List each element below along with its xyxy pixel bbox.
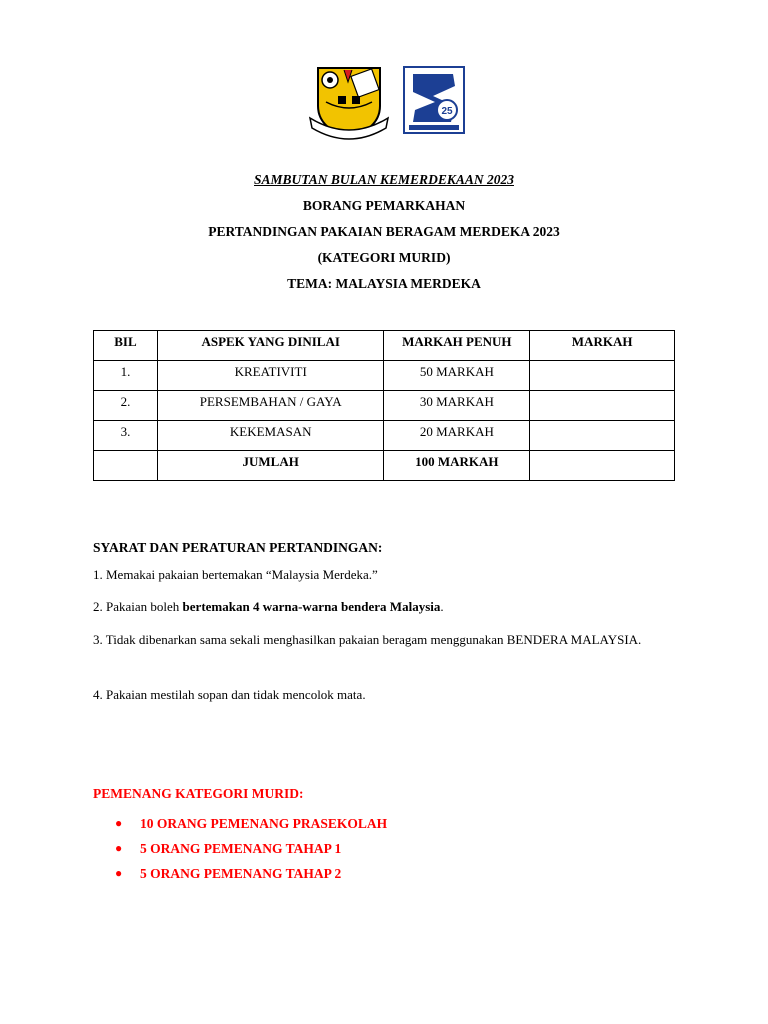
rule-2 [93, 595, 675, 618]
list-item [93, 841, 387, 866]
category-title: (KATEGORI MURID) [317, 250, 451, 265]
cell-markah-penuh: 20 MARKAH [384, 421, 530, 451]
school-crest-logo [308, 62, 390, 142]
winners-list [93, 816, 387, 891]
form-title: BORANG PEMARKAHAN [302, 198, 466, 213]
list-item [93, 866, 387, 891]
header-bil: BIL [94, 331, 158, 361]
bullet-icon: ● [115, 816, 123, 830]
winner-text: 5 ORANG PEMENANG TAHAP 2 [140, 866, 342, 881]
rule-2-suffix: . [440, 599, 444, 614]
cell-aspek: KREATIVITI [157, 361, 384, 391]
total-markah-penuh: 100 MARKAH [384, 451, 530, 481]
scoring-table [93, 330, 675, 481]
bullet-icon: ● [115, 841, 123, 855]
svg-text:25: 25 [441, 106, 453, 117]
total-label: JUMLAH [157, 451, 384, 481]
table-total-row [94, 451, 675, 481]
bullet-icon: ● [115, 866, 123, 880]
list-item [93, 816, 387, 841]
cell-markah [530, 361, 675, 391]
theme-title: TEMA: MALAYSIA MERDEKA [287, 276, 481, 291]
rule-3: 3. Tidak dibenarkan sama sekali menghasilkan pakaian beragam menggunakan BENDERA MALAYSIA. [93, 632, 642, 647]
cell-bil: 1. [94, 361, 158, 391]
cell-aspek: KEKEMASAN [157, 421, 384, 451]
header-aspek: ASPEK YANG DINILAI [157, 331, 384, 361]
table-row [94, 391, 675, 421]
cell-bil: 2. [94, 391, 158, 421]
cell-bil [94, 451, 158, 481]
cell-aspek: PERSEMBAHAN / GAYA [157, 391, 384, 421]
header-markah-penuh: MARKAH PENUH [384, 331, 530, 361]
sk-25-logo [403, 66, 465, 134]
winner-text: 10 ORANG PEMENANG PRASEKOLAH [140, 816, 388, 831]
cell-markah-penuh: 30 MARKAH [384, 391, 530, 421]
event-title: SAMBUTAN BULAN KEMERDEKAAN 2023 [254, 172, 514, 187]
rule-4: 4. Pakaian mestilah sopan dan tidak mencolok mata. [93, 687, 366, 702]
total-markah [530, 451, 675, 481]
table-row [94, 421, 675, 451]
winner-text: 5 ORANG PEMENANG TAHAP 1 [140, 841, 342, 856]
competition-title: PERTANDINGAN PAKAIAN BERAGAM MERDEKA 2023 [208, 224, 560, 239]
rule-2-prefix: 2. Pakaian boleh [93, 599, 183, 614]
table-header-row [94, 331, 675, 361]
table-row [94, 361, 675, 391]
logo-row [0, 62, 768, 142]
rule-2-emphasis: bertemakan 4 warna-warna bendera Malaysia [182, 599, 441, 614]
cell-markah [530, 421, 675, 451]
cell-markah [530, 391, 675, 421]
winners-heading: PEMENANG KATEGORI MURID: [93, 786, 304, 801]
rule-1: 1. Memakai pakaian bertemakan “Malaysia Merdeka.” [93, 567, 378, 582]
rules-heading: SYARAT DAN PERATURAN PERTANDINGAN: [93, 540, 383, 555]
cell-markah-penuh: 50 MARKAH [384, 361, 530, 391]
header-markah: MARKAH [530, 331, 675, 361]
cell-bil: 3. [94, 421, 158, 451]
